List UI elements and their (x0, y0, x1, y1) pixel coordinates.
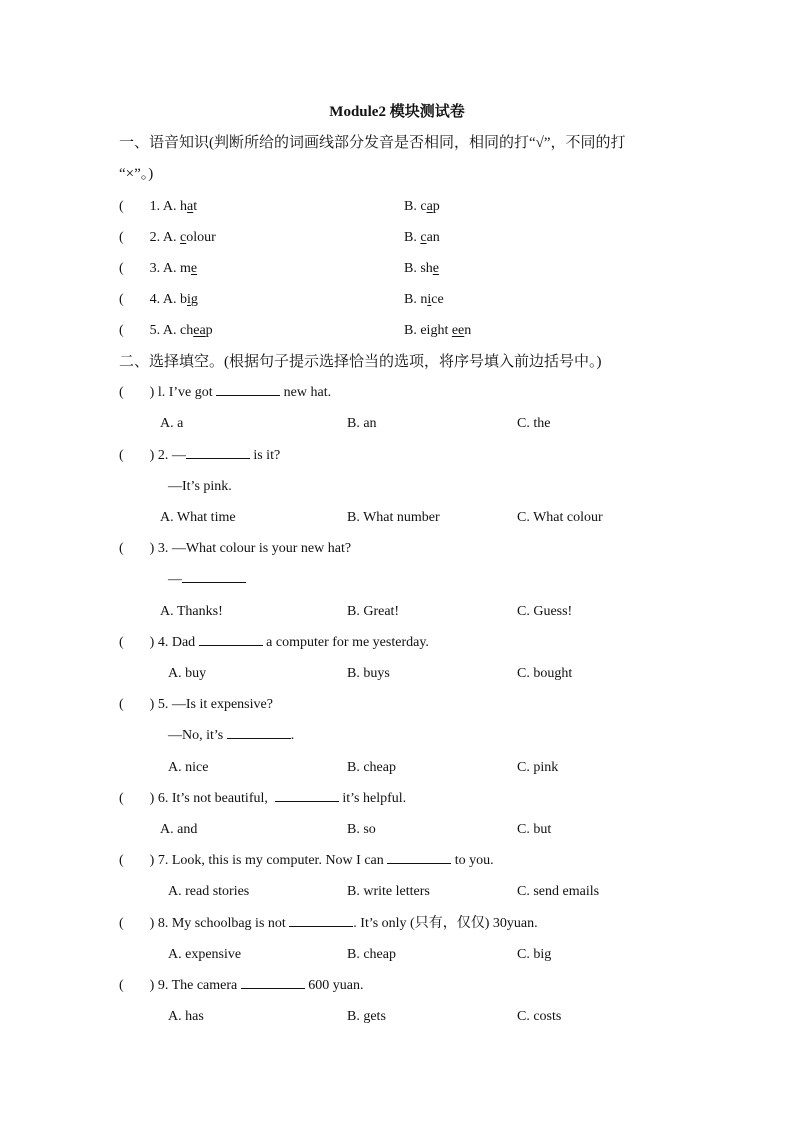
question-5: ( ) 5. —Is it expensive? (119, 697, 273, 712)
option-a: A. a (160, 416, 184, 431)
option-b: B. cheap (347, 760, 396, 775)
underlined-letters: a (187, 199, 194, 214)
option-b: B. What number (347, 510, 440, 525)
option-a: A. has (168, 1009, 204, 1024)
question-1: ( ) l. I’ve got new hat. (119, 385, 332, 400)
question-6: ( ) 6. It’s not beautiful, it’s helpful. (119, 791, 407, 806)
option-a: A. buy (168, 666, 207, 681)
phonics-item-4: ( 4. A. big (119, 292, 198, 307)
option-a: A. Thanks! (160, 604, 223, 619)
option-c: C. bought (517, 666, 573, 681)
question-2-reply: —It’s pink. (168, 479, 232, 494)
answer-blank[interactable] (199, 633, 263, 646)
answer-blank[interactable] (182, 570, 246, 583)
option-c: C. the (517, 416, 551, 431)
option-c: C. big (517, 947, 552, 962)
option-a: A. What time (160, 510, 236, 525)
option-b: B. an (347, 416, 377, 431)
option-c: C. but (517, 822, 552, 837)
answer-blank[interactable] (227, 726, 291, 739)
option-b: B. so (347, 822, 376, 837)
option-b: B. write letters (347, 884, 430, 899)
page-title: Module2 模块测试卷 (329, 104, 465, 120)
question-8: ( ) 8. My schoolbag is not . It’s only (只有，仅仅) 30yuan. (119, 916, 538, 931)
option-a: A. nice (168, 760, 209, 775)
question-3: ( ) 3. —What colour is your new hat? (119, 541, 352, 556)
question-3-reply: — (168, 570, 246, 590)
option-c: C. What colour (517, 510, 603, 525)
underlined-letters: i (187, 292, 191, 307)
option-a: A. and (160, 822, 198, 837)
underlined-letters: a (426, 199, 433, 214)
section2-heading: 二、选择填空。(根据句子提示选择恰当的选项，将序号填入前边括号中。) (119, 354, 602, 370)
underlined-letters: c (420, 230, 427, 245)
answer-blank[interactable] (387, 851, 451, 864)
option-c: C. costs (517, 1009, 562, 1024)
underlined-letters: e (432, 261, 440, 276)
phonics-item-1: ( 1. A. hat (119, 199, 198, 214)
answer-blank[interactable] (241, 976, 305, 989)
phonics-item-5: ( 5. A. cheap (119, 323, 213, 338)
option-b: B. buys (347, 666, 390, 681)
section1-heading-line1: 一、语音知识(判断所给的词画线部分发音是否相同，相同的打“√”，不同的打 (119, 135, 626, 151)
option-b: B. cheap (347, 947, 396, 962)
answer-blank[interactable] (289, 914, 353, 927)
phonics-item-2: ( 2. A. colour (119, 230, 216, 245)
section1-heading (119, 128, 679, 190)
phonics-item-4-b: B. nice (404, 292, 444, 307)
phonics-item-5-b: B. eight een (404, 323, 472, 338)
underlined-letters: i (427, 292, 432, 307)
phonics-item-1-b: B. cap (404, 199, 440, 214)
phonics-item-2-b: B. can (404, 230, 440, 245)
question-5-reply: —No, it’s . (168, 728, 295, 743)
question-9: ( ) 9. The camera 600 yuan. (119, 978, 364, 993)
underlined-letters: e (190, 261, 198, 276)
question-2: ( ) 2. — is it? (119, 448, 281, 463)
question-4: ( ) 4. Dad a computer for me yesterday. (119, 635, 429, 650)
underlined-letters: ee (451, 323, 465, 338)
option-a: A. expensive (168, 947, 242, 962)
option-c: C. send emails (517, 884, 600, 899)
phonics-item-3: ( 3. A. me (119, 261, 198, 276)
option-b: B. Great! (347, 604, 400, 619)
underlined-letters: ea (193, 323, 206, 338)
question-7: ( ) 7. Look, this is my computer. Now I can to you. (119, 853, 494, 868)
option-b: B. gets (347, 1009, 386, 1024)
underlined-letters: c (180, 230, 187, 245)
answer-blank[interactable] (186, 446, 250, 459)
section1-heading-line2: “×”。) (119, 166, 154, 182)
answer-blank[interactable] (275, 789, 339, 802)
option-c: C. pink (517, 760, 559, 775)
answer-blank[interactable] (216, 383, 280, 396)
option-c: C. Guess! (517, 604, 573, 619)
phonics-item-3-b: B. she (404, 261, 440, 276)
option-a: A. read stories (168, 884, 250, 899)
